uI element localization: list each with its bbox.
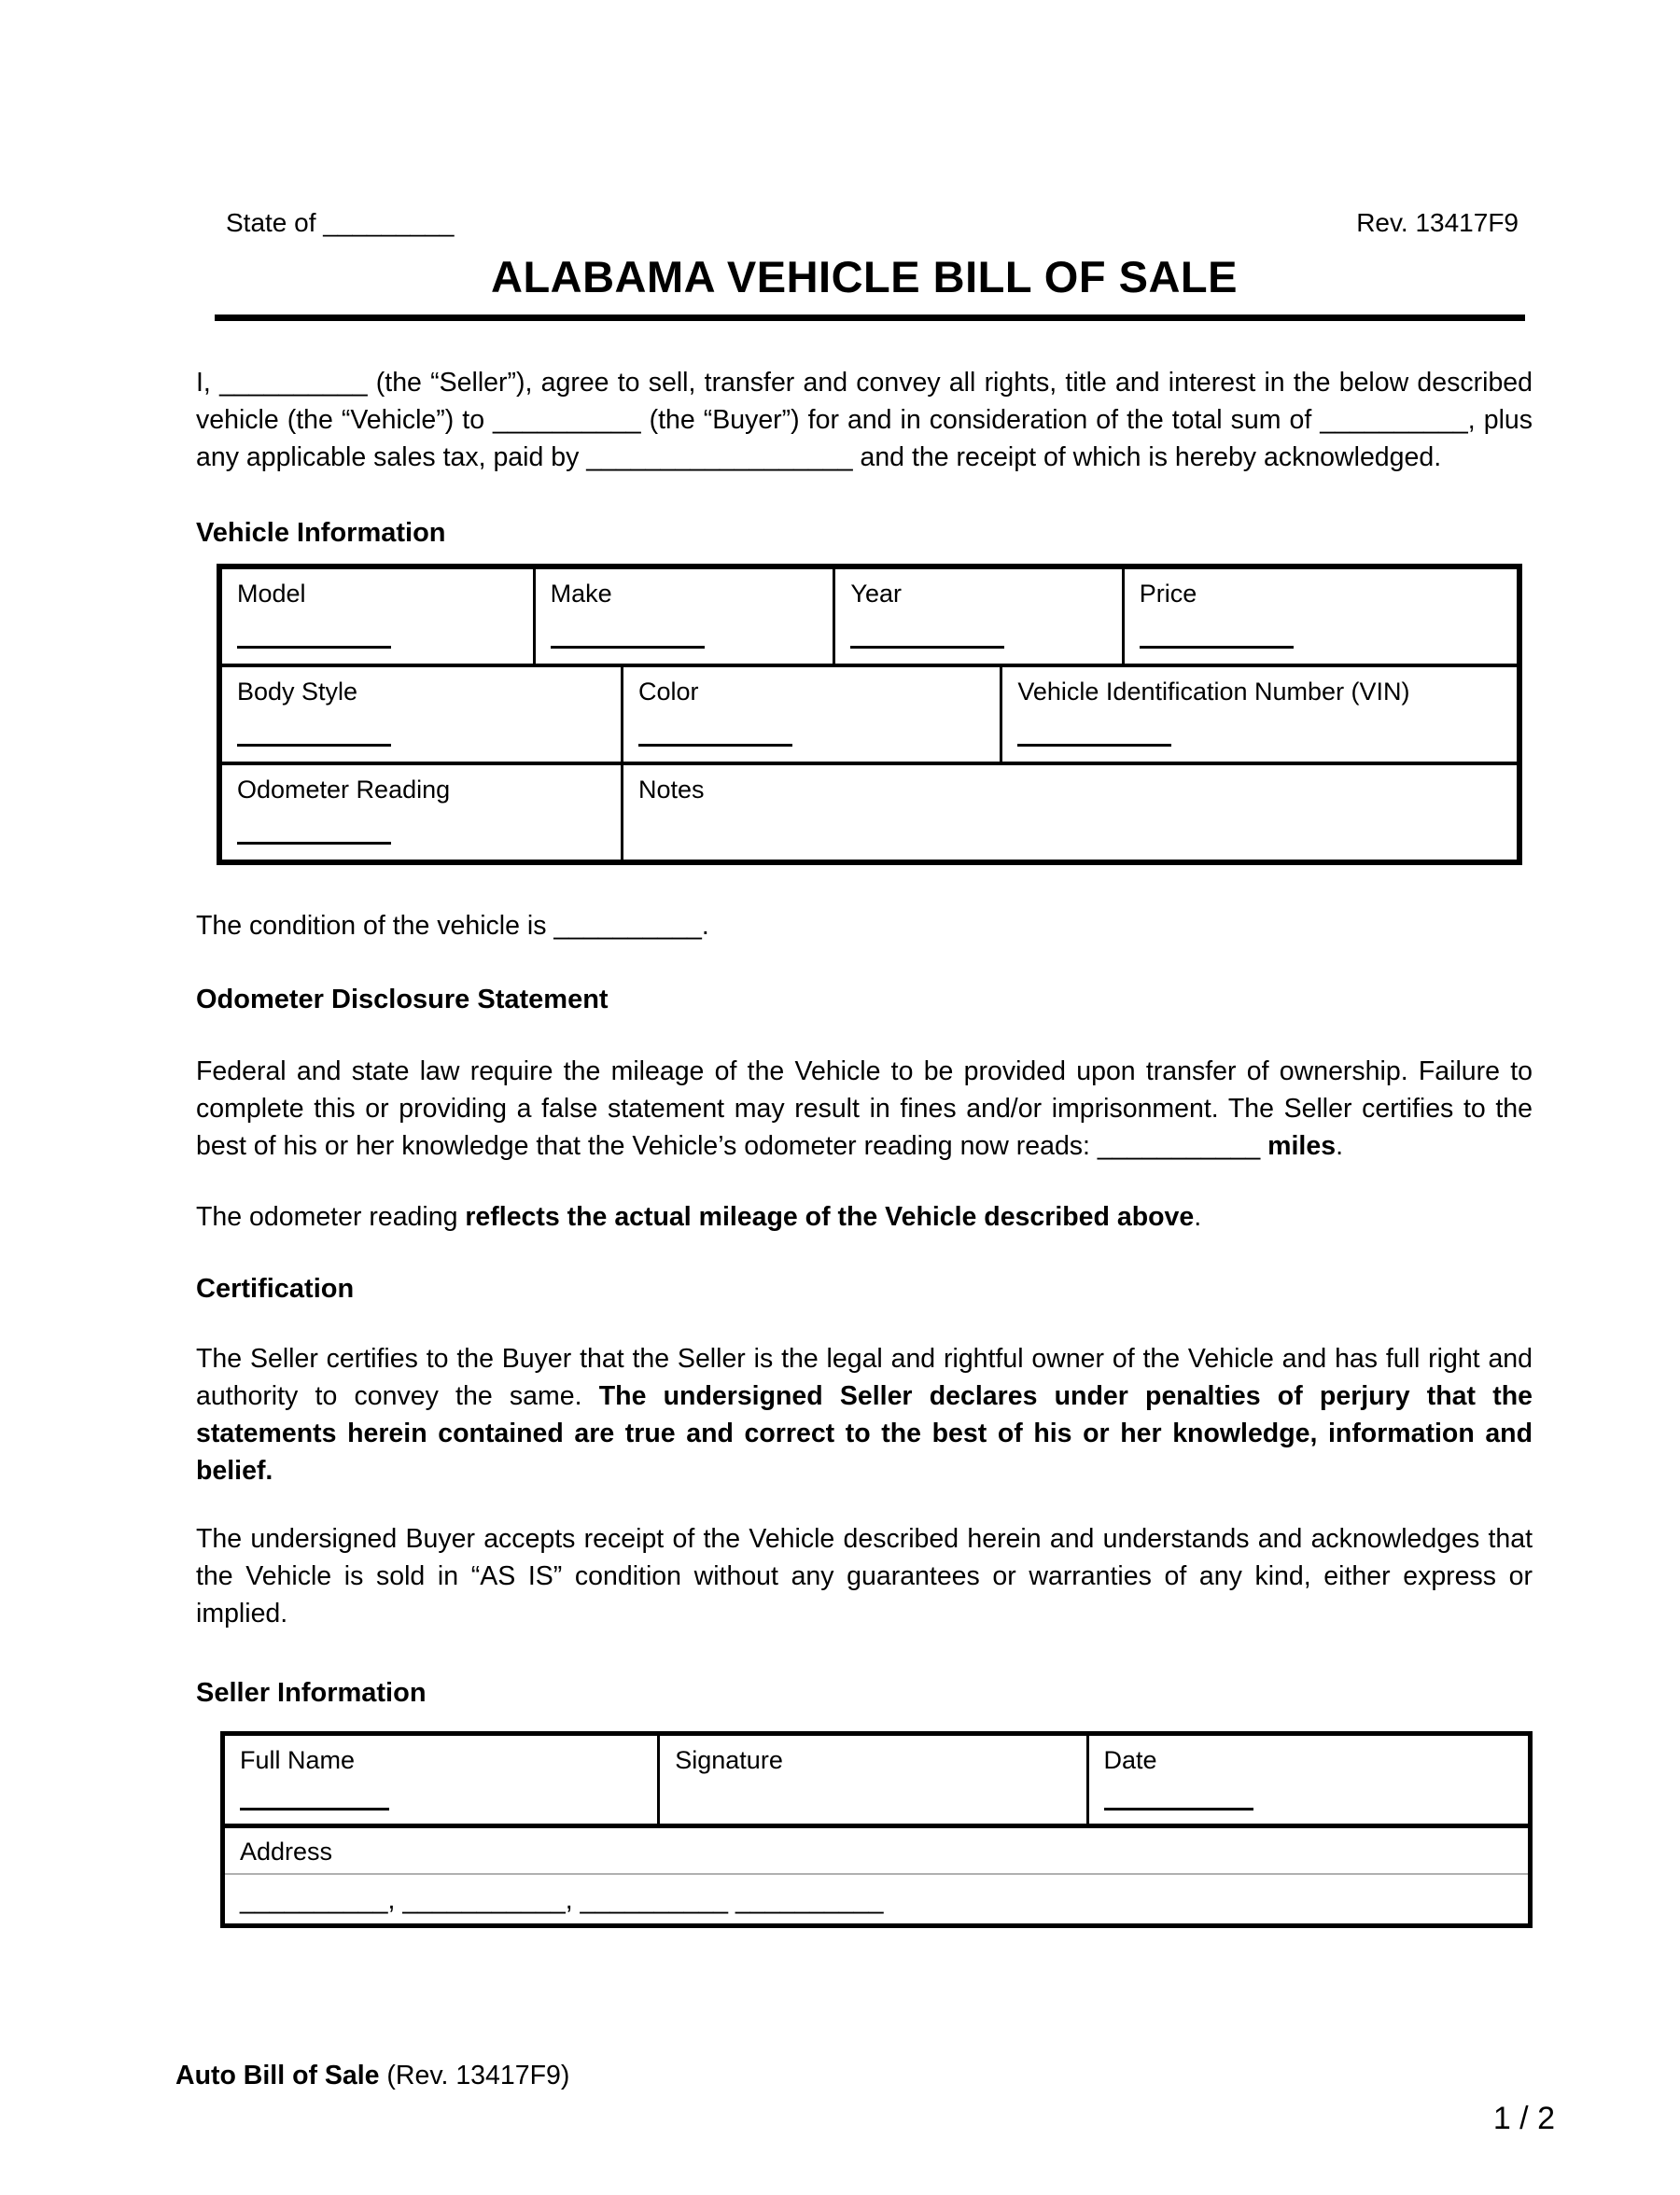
seller-table-row-1 [225, 1736, 1528, 1828]
year-blank-line [850, 646, 1004, 649]
address-blanks-text: __________, ___________, __________ __________ [240, 1885, 884, 1915]
revision-code: Rev. 13417F9 [1356, 208, 1519, 237]
make-label: Make [550, 580, 612, 608]
page-number: 1 / 2 [1492, 2101, 1555, 2136]
full-name-label: Full Name [240, 1746, 356, 1774]
address-blank-lines [225, 1873, 1528, 1923]
odometer-statement: The odometer reading reflects the actual mileage of the Vehicle described above. [196, 1202, 1202, 1232]
make-cell [536, 569, 836, 664]
vin-cell [1002, 667, 1517, 762]
page-header [196, 207, 1533, 239]
vin-blank-line [1017, 744, 1171, 747]
vehicle-table-row-2 [222, 667, 1517, 765]
certification-paragraph-2: The undersigned Buyer accepts receipt of the Vehicle described herein and understands and acknowledges that the Vehicle is sold in “AS IS” condition without any guarantees or warranties of any kind, either express or implied. [196, 1524, 1533, 1629]
year-cell [835, 569, 1124, 664]
color-cell [623, 667, 1002, 762]
full-name-blank-line [240, 1808, 389, 1811]
vehicle-information-heading: Vehicle Information [196, 518, 446, 548]
model-cell [222, 569, 536, 664]
notes-label: Notes [637, 776, 705, 804]
signature-label: Signature [675, 1746, 783, 1774]
certification-paragraph-1: The Seller certifies to the Buyer that the Seller is the legal and rightful owner of the Vehicle and has full right and authority to convey the same. The undersigned Seller declares under penalties of perjury that the statements herein contained are true and correct to the best of his or her knowledge, information and belief. [196, 1344, 1533, 1486]
notes-cell [623, 765, 1517, 860]
odometer-disclosure-heading: Odometer Disclosure Statement [196, 985, 609, 1014]
odometer-paragraph: Federal and state law require the mileage of the Vehicle to be provided upon transfer of ownership. Failure to complete this or providing a false statement may result in fines and/or imprisonment. The Seller certifies to the best of his or her knowledge that the Vehicle’s odometer reading now reads: ___________ miles. [196, 1056, 1533, 1161]
color-label: Color [637, 678, 699, 706]
intro-paragraph: I, __________ (the “Seller”), agree to sell, transfer and convey all rights, title and interest in the below described vehicle (the “Vehicle”) to __________ (the “Buyer”) for and in consideration of the total sum of __________, plus any applicable sales tax, paid by __________________ and the receipt of which is hereby acknowledged. [196, 368, 1533, 472]
full-name-cell [225, 1736, 660, 1824]
vehicle-table-row-1 [222, 569, 1517, 667]
certification-heading: Certification [196, 1274, 355, 1304]
vehicle-information-table [217, 564, 1522, 865]
seller-information-table [220, 1731, 1533, 1928]
title-rule [215, 315, 1525, 321]
body-style-blank-line [237, 744, 391, 747]
state-of-line: State of _________ [226, 208, 455, 237]
vin-label: Vehicle Identification Number (VIN) [1017, 678, 1410, 706]
signature-cell [660, 1736, 1088, 1824]
seller-information-heading: Seller Information [196, 1678, 427, 1708]
address-label: Address [240, 1838, 333, 1866]
condition-line: The condition of the vehicle is __________. [196, 911, 709, 941]
make-blank-line [551, 646, 705, 649]
date-label: Date [1103, 1746, 1157, 1774]
body-style-label: Body Style [237, 678, 358, 706]
date-cell [1089, 1736, 1528, 1824]
date-blank-line [1104, 1808, 1253, 1811]
vehicle-table-row-3 [222, 765, 1517, 860]
year-label: Year [850, 580, 902, 608]
odometer-blank-line [237, 842, 391, 845]
footer-doc-label: Auto Bill of Sale (Rev. 13417F9) [175, 2061, 570, 2090]
model-blank-line [237, 646, 391, 649]
price-blank-line [1140, 646, 1294, 649]
odometer-reading-label: Odometer Reading [237, 776, 451, 804]
document-title: ALABAMA VEHICLE BILL OF SALE [491, 252, 1238, 301]
price-label: Price [1139, 580, 1197, 608]
model-label: Model [237, 580, 306, 608]
address-cell [225, 1828, 1528, 1873]
body-style-cell [222, 667, 623, 762]
price-cell [1125, 569, 1517, 664]
color-blank-line [638, 744, 792, 747]
odometer-reading-cell [222, 765, 623, 860]
page-footer [0, 2057, 1680, 2137]
